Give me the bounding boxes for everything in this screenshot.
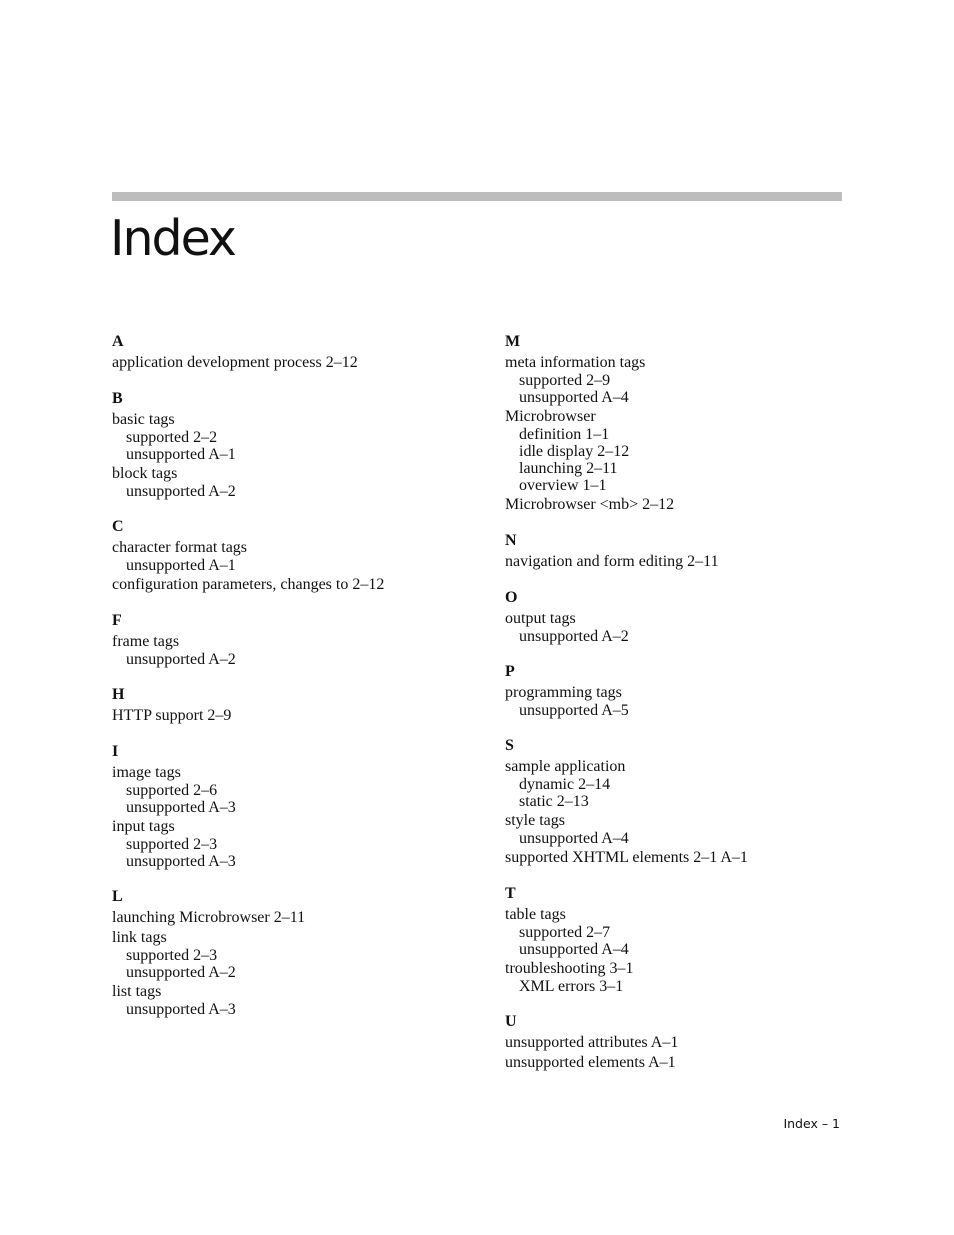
- index-term: supported XHTML elements 2–1 A–1: [505, 849, 748, 866]
- index-entry: [505, 496, 865, 514]
- section-letter: T: [505, 885, 516, 902]
- index-subentry: unsupported A–3: [126, 853, 236, 870]
- page-footer: Index – 1: [783, 1116, 840, 1131]
- index-term: meta information tags: [505, 354, 646, 371]
- index-section: [112, 389, 472, 500]
- index-section: [505, 1012, 865, 1072]
- index-section: [112, 332, 472, 372]
- index-term: programming tags: [505, 684, 622, 701]
- index-entry: [505, 354, 865, 406]
- index-term: Microbrowser <mb> 2–12: [505, 496, 675, 513]
- page-title: Index: [110, 210, 235, 267]
- index-section: [505, 736, 865, 867]
- index-subentry: static 2–13: [519, 793, 589, 810]
- index-subentry: supported 2–6: [126, 782, 218, 799]
- index-entry: [112, 411, 472, 463]
- index-subentry: unsupported A–5: [519, 702, 629, 719]
- index-subentry: unsupported A–4: [519, 389, 629, 406]
- index-section: [112, 517, 472, 594]
- section-letter: O: [505, 589, 518, 606]
- index-subentry: unsupported A–4: [519, 830, 629, 847]
- index-term: configuration parameters, changes to 2–12: [112, 576, 385, 593]
- index-section: [112, 742, 472, 870]
- index-subentry: definition 1–1: [519, 426, 610, 443]
- index-entry: [112, 818, 472, 870]
- index-subentry: supported 2–3: [126, 836, 218, 853]
- index-entry: [505, 906, 865, 958]
- section-letter: B: [112, 390, 123, 407]
- index-section: [505, 531, 865, 571]
- section-letter: S: [505, 737, 514, 754]
- index-subentry: unsupported A–2: [126, 651, 236, 668]
- index-subentry: unsupported A–1: [126, 557, 236, 574]
- index-entry: [505, 1034, 865, 1052]
- index-subentry: launching 2–11: [519, 460, 618, 477]
- index-subentry: unsupported A–2: [126, 483, 236, 500]
- section-letter: P: [505, 663, 515, 680]
- index-subentry: XML errors 3–1: [519, 978, 624, 995]
- index-term: table tags: [505, 906, 566, 923]
- index-subentry: unsupported A–1: [126, 446, 236, 463]
- index-term: Microbrowser: [505, 408, 596, 425]
- index-term: style tags: [505, 812, 565, 829]
- index-entry: [112, 929, 472, 981]
- section-letter: M: [505, 333, 521, 350]
- index-term: launching Microbrowser 2–11: [112, 909, 306, 926]
- index-term: application development process 2–12: [112, 354, 358, 371]
- index-entry: [112, 465, 472, 500]
- index-term: navigation and form editing 2–11: [505, 553, 719, 570]
- index-column-left: [112, 332, 472, 1018]
- index-entry: [112, 983, 472, 1018]
- index-term: character format tags: [112, 539, 248, 556]
- index-subentry: unsupported A–3: [126, 799, 236, 816]
- index-entry: [505, 1054, 865, 1072]
- index-subentry: overview 1–1: [519, 477, 607, 494]
- index-subentry: unsupported A–2: [126, 964, 236, 981]
- index-entry: [505, 684, 865, 719]
- index-subentry: unsupported A–2: [519, 628, 629, 645]
- index-subentry: idle display 2–12: [519, 443, 630, 460]
- index-column-right: [505, 332, 865, 1072]
- index-subentry: supported 2–7: [519, 924, 611, 941]
- index-entry: [112, 764, 472, 816]
- section-letter: L: [112, 888, 123, 905]
- title-rule: [112, 192, 842, 201]
- index-subentry: supported 2–3: [126, 947, 218, 964]
- index-subentry: unsupported A–3: [126, 1001, 236, 1018]
- index-section: [112, 887, 472, 1018]
- index-term: unsupported elements A–1: [505, 1054, 676, 1071]
- index-entry: [112, 539, 472, 574]
- index-entry: [112, 354, 472, 372]
- index-section: [505, 332, 865, 514]
- index-subentry: supported 2–9: [519, 372, 611, 389]
- index-section: [505, 588, 865, 645]
- index-entry: [112, 707, 472, 725]
- section-letter: I: [112, 743, 119, 760]
- index-entry: [505, 408, 865, 494]
- index-term: input tags: [112, 818, 175, 835]
- index-term: link tags: [112, 929, 167, 946]
- section-letter: U: [505, 1013, 517, 1030]
- index-term: frame tags: [112, 633, 180, 650]
- index-subentry: supported 2–2: [126, 429, 218, 446]
- index-term: basic tags: [112, 411, 175, 428]
- index-entry: [505, 849, 865, 867]
- index-entry: [505, 960, 865, 995]
- index-entry: [112, 909, 472, 927]
- index-term: image tags: [112, 764, 181, 781]
- index-entry: [112, 576, 472, 594]
- index-subentry: dynamic 2–14: [519, 776, 611, 793]
- index-term: list tags: [112, 983, 162, 1000]
- index-section: [112, 611, 472, 668]
- index-term: unsupported attributes A–1: [505, 1034, 679, 1051]
- section-letter: N: [505, 532, 517, 549]
- index-subentry: unsupported A–4: [519, 941, 629, 958]
- index-term: HTTP support 2–9: [112, 707, 232, 724]
- index-entry: [112, 633, 472, 668]
- section-letter: C: [112, 518, 124, 535]
- index-term: output tags: [505, 610, 576, 627]
- index-section: [505, 662, 865, 719]
- index-section: [505, 884, 865, 995]
- section-letter: A: [112, 333, 124, 350]
- index-term: sample application: [505, 758, 626, 775]
- index-entry: [505, 758, 865, 810]
- index-entry: [505, 610, 865, 645]
- index-entry: [505, 812, 865, 847]
- index-entry: [505, 553, 865, 571]
- index-section: [112, 685, 472, 725]
- index-term: block tags: [112, 465, 178, 482]
- index-term: troubleshooting 3–1: [505, 960, 634, 977]
- section-letter: H: [112, 686, 125, 703]
- section-letter: F: [112, 612, 122, 629]
